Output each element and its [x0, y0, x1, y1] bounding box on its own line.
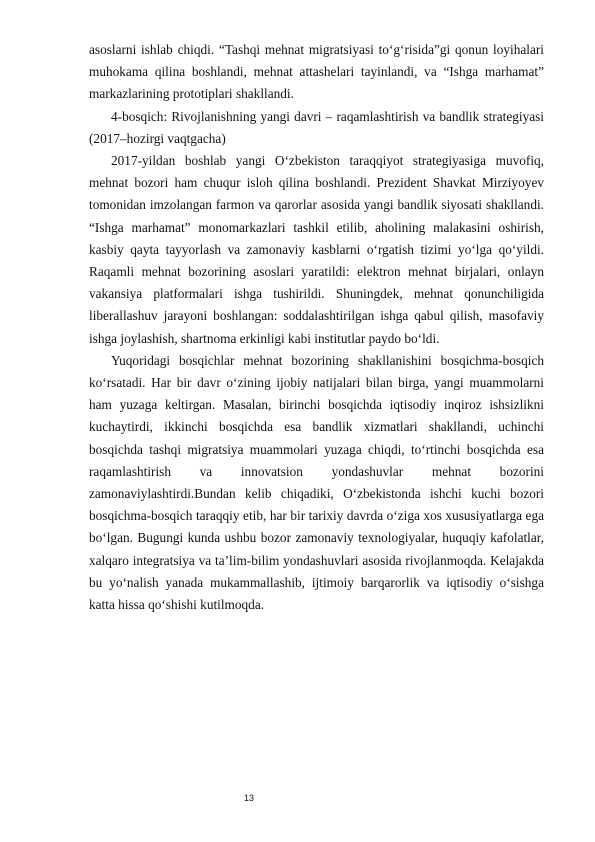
document-page	[89, 39, 544, 616]
section-heading-stage-4: 4-bosqich: Rivojlanishning yangi davri – raqamlashtirish va bandlik strategiyasi (2017–hozirgi vaqtgacha)	[89, 108, 544, 146]
paragraph-conclusion: Yuqoridagi bosqichlar mehnat bozorining shakllanishini bosqichma-bosqich ko‘rsatadi. Har bir davr o‘zining ijobiy natijalari bilan birga, yangi muammolarni ham yuzaga keltirgan. Masalan, birinchi bosqichda iqtisodiy inqiroz ishsizlikni kuchaytirdi, ikkinchi bosqichda esa bandlik xizmatlari shakllandi, uchinchi bosqichda tashqi migratsiya muammolari yuzaga chiqdi, to‘rtinchi bosqichda esa raqamlashtirish va innovatsion yondashuvlar mehnat bozorini zamonaviylashtirdi.Bundan kelib chiqadiki, O‘zbekistonda ishchi kuchi bozori bosqichma-bosqich taraqqiy etib, har bir tarixiy davrda o‘ziga xos xususiyatlarga ega bo‘lgan. Bugungi kunda ushbu bozor zamonaviy texnologiyalar, huquqiy kafolatlar, xalqaro integratsiya va ta’lim-bilim yondashuvlari asosida rivojlanmoqda. Kelajakda bu yo‘nalish yanada mukammallashib, ijtimoiy barqarorlik va iqtisodiy o‘sishga katta hissa qo‘shishi kutilmoqda.	[89, 352, 544, 613]
page-number: 13	[244, 793, 255, 803]
paragraph-continuation: asoslarni ishlab chiqdi. “Tashqi mehnat migratsiyasi to‘g‘risida”gi qonun loyihalari muhokama qilina boshlandi, mehnat attashelari tayinlandi, va “Ishga marhamat” markazlarining prototiplari shakllandi.	[89, 42, 544, 102]
paragraph-stage-4-body: 2017-yildan boshlab yangi O‘zbekiston taraqqiyot strategiyasiga muvofiq, mehnat bozori ham chuqur isloh qilina boshlandi. Prezident Shavkat Mirziyoyev tomonidan imzolangan farmon va qarorlar asosida yangi bandlik siyosati shakllandi. “Ishga marhamat” monomarkazlari tashkil etilib, aholining malakasini oshirish, kasbiy qayta tayyorlash va zamonaviy kasblarni o‘rgatish tizimi yo‘lga qo‘yildi. Raqamli mehnat bozorining asoslari yaratildi: elektron mehnat birjalari, onlayn vakansiya platformalari ishga tushirildi. Shuningdek, mehnat qonunchiligida liberallashuv jarayoni boshlangan: soddalashtirilgan ishga qabul qilish, masofaviy ishga joylashish, shartnoma erkinligi kabi institutlar paydo bo‘ldi.	[89, 153, 544, 346]
